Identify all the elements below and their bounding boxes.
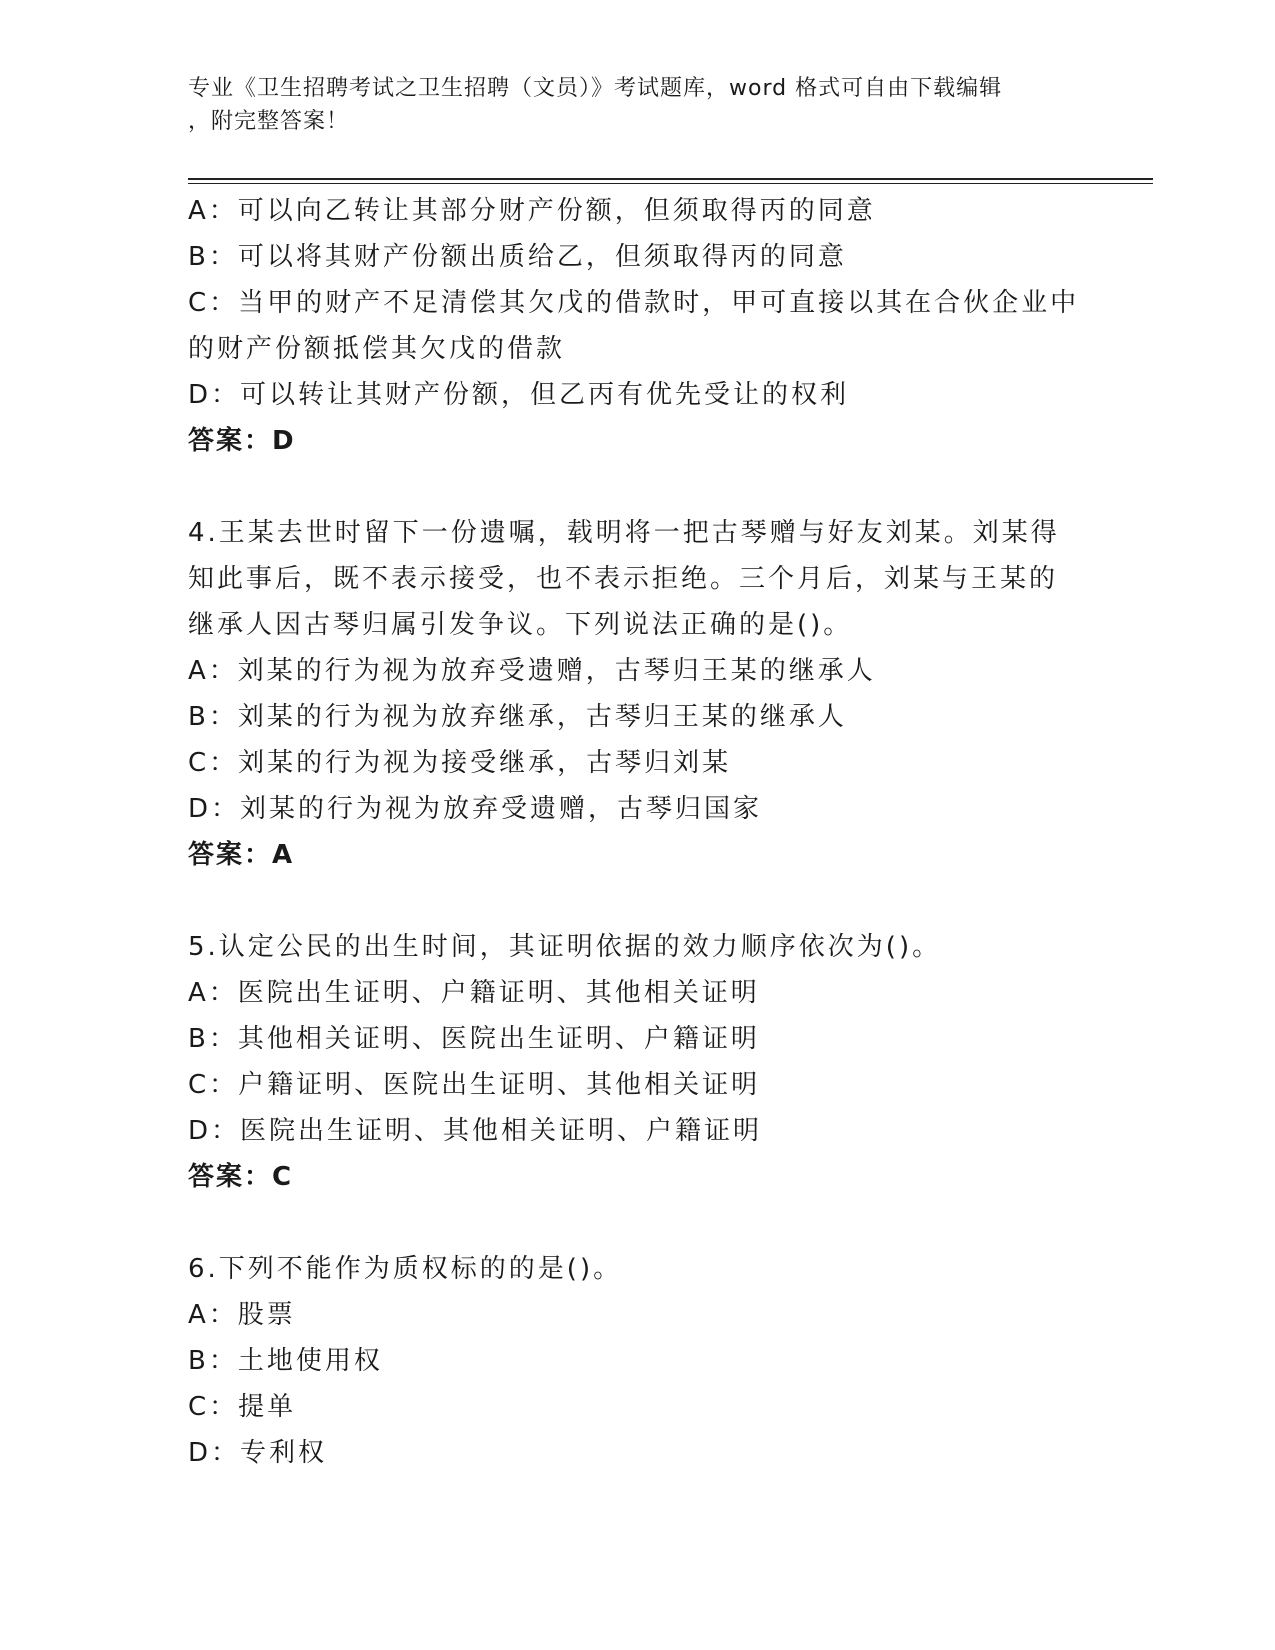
spacer: [188, 1200, 1088, 1246]
question-list: [188, 188, 1088, 1476]
q4-option-b: B：刘某的行为视为放弃继承，古琴归王某的继承人: [188, 702, 847, 732]
q5-option-d: D：医院出生证明、其他相关证明、户籍证明: [188, 1116, 763, 1146]
q3-option-c-cont: 的财产份额抵偿其欠戊的借款: [188, 334, 566, 364]
spacer: [188, 464, 1088, 510]
q6-option-d: D：专利权: [188, 1438, 328, 1468]
q4-option-c: C：刘某的行为视为接受继承，古琴归刘某: [188, 748, 732, 778]
q6-option-c: C：提单: [188, 1392, 297, 1422]
q6-option-a: A：股票: [188, 1300, 296, 1330]
q5-option-c: C：户籍证明、医院出生证明、其他相关证明: [188, 1070, 761, 1100]
q5-stem: 5.认定公民的出生时间，其证明依据的效力顺序依次为()。: [188, 932, 942, 962]
spacer: [188, 878, 1088, 924]
q4-answer: 答案：A: [188, 840, 295, 870]
header-divider-thin: [188, 183, 1153, 184]
header-divider-thick: [188, 178, 1153, 180]
q4-stem-line-2: 知此事后，既不表示接受，也不表示拒绝。三个月后，刘某与王某的: [188, 564, 1059, 594]
q4-option-d: D：刘某的行为视为放弃受遗赠，古琴归国家: [188, 794, 763, 824]
q4-option-a: A：刘某的行为视为放弃受遗赠，古琴归王某的继承人: [188, 656, 876, 686]
q6-stem: 6.下列不能作为质权标的的是()。: [188, 1254, 623, 1284]
header-line-1: 专业《卫生招聘考试之卫生招聘（文员）》考试题库，word 格式可自由下载编辑: [188, 76, 1003, 101]
q5-option-a: A：医院出生证明、户籍证明、其他相关证明: [188, 978, 760, 1008]
q5-answer: 答案：C: [188, 1162, 294, 1192]
q3-option-d: D：可以转让其财产份额，但乙丙有优先受让的权利: [188, 380, 850, 410]
document-header: [188, 72, 1068, 138]
q3-option-b: B：可以将其财产份额出质给乙，但须取得丙的同意: [188, 242, 847, 272]
q3-option-a: A：可以向乙转让其部分财产份额，但须取得丙的同意: [188, 196, 876, 226]
q5-option-b: B：其他相关证明、医院出生证明、户籍证明: [188, 1024, 760, 1054]
q4-stem-line-3: 继承人因古琴归属引发争议。下列说法正确的是()。: [188, 610, 853, 640]
q6-option-b: B：土地使用权: [188, 1346, 383, 1376]
q4-stem-line-1: 4.王某去世时留下一份遗嘱，载明将一把古琴赠与好友刘某。刘某得: [188, 518, 1060, 548]
header-line-2: ，附完整答案！: [188, 109, 350, 134]
q3-answer: 答案：D: [188, 426, 296, 456]
q3-option-c: C：当甲的财产不足清偿其欠戊的借款时，甲可直接以其在合伙企业中: [188, 288, 1080, 318]
